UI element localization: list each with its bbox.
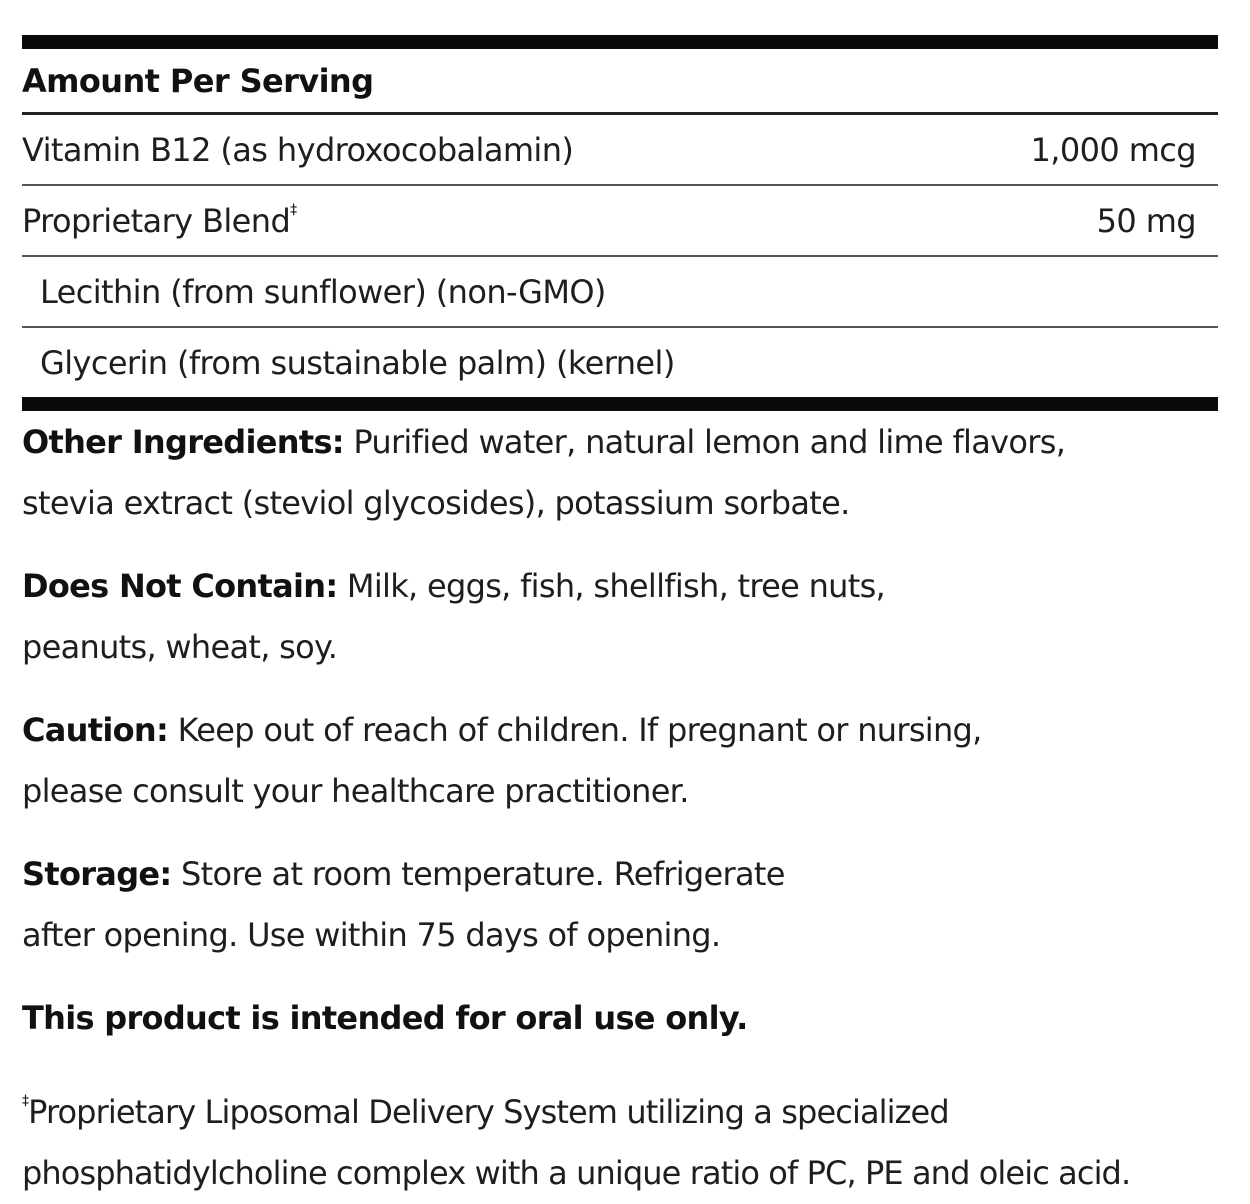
double-dagger-mark: ‡: [22, 1093, 29, 1109]
nutrient-row-glycerin: [22, 328, 1218, 397]
top-thick-divider: [22, 35, 1218, 49]
oral-use-notice: This product is intended for oral use only.: [22, 999, 748, 1037]
nutrient-name: Proprietary Blend‡: [22, 201, 297, 240]
storage-text-2: after opening. Use within 75 days of opening.: [22, 916, 721, 954]
nutrient-row-vitamin-b12: [22, 115, 1218, 184]
amount-per-serving-header: [22, 49, 1218, 112]
storage-label: Storage:: [22, 855, 172, 893]
footnote-text-2: phosphatidylcholine complex with a unique ratio of PC, PE and oleic acid.: [22, 1154, 1131, 1192]
does-not-contain-text: Milk, eggs, fish, shellfish, tree nuts,: [337, 567, 886, 605]
bottom-thick-divider: [22, 397, 1218, 411]
nutrient-row-proprietary-blend: [22, 186, 1218, 255]
caution: [22, 700, 1232, 822]
label-text-section: [22, 412, 1232, 1204]
other-ingredients-text-2: stevia extract (steviol glycosides), potassium sorbate.: [22, 484, 850, 522]
header-label: Amount Per Serving: [22, 61, 374, 100]
double-dagger-mark: ‡: [290, 201, 297, 218]
does-not-contain-label: Does Not Contain:: [22, 567, 338, 605]
storage: [22, 844, 1232, 966]
nutrient-row-lecithin: [22, 257, 1218, 326]
nutrient-amount: 1,000 mcg: [1030, 130, 1196, 169]
nutrient-name: Vitamin B12 (as hydroxocobalamin): [22, 130, 574, 169]
other-ingredients-text: Purified water, natural lemon and lime flavors,: [343, 423, 1066, 461]
caution-text-2: please consult your healthcare practitioner.: [22, 772, 689, 810]
nutrient-name: Glycerin (from sustainable palm) (kernel): [40, 343, 675, 382]
does-not-contain: [22, 556, 1232, 678]
caution-label: Caution:: [22, 711, 169, 749]
storage-text: Store at room temperature. Refrigerate: [171, 855, 785, 893]
other-ingredients-label: Other Ingredients:: [22, 423, 344, 461]
nutrient-amount: 50 mg: [1096, 201, 1196, 240]
nutrient-name: Lecithin (from sunflower) (non-GMO): [40, 272, 606, 311]
proprietary-blend-footnote: [22, 1071, 1232, 1204]
other-ingredients: [22, 412, 1232, 534]
footnote-text: Proprietary Liposomal Delivery System utilizing a specialized: [28, 1093, 949, 1131]
caution-text: Keep out of reach of children. If pregnant or nursing,: [168, 711, 982, 749]
supplement-facts-table: [22, 35, 1218, 411]
does-not-contain-text-2: peanuts, wheat, soy.: [22, 628, 338, 666]
